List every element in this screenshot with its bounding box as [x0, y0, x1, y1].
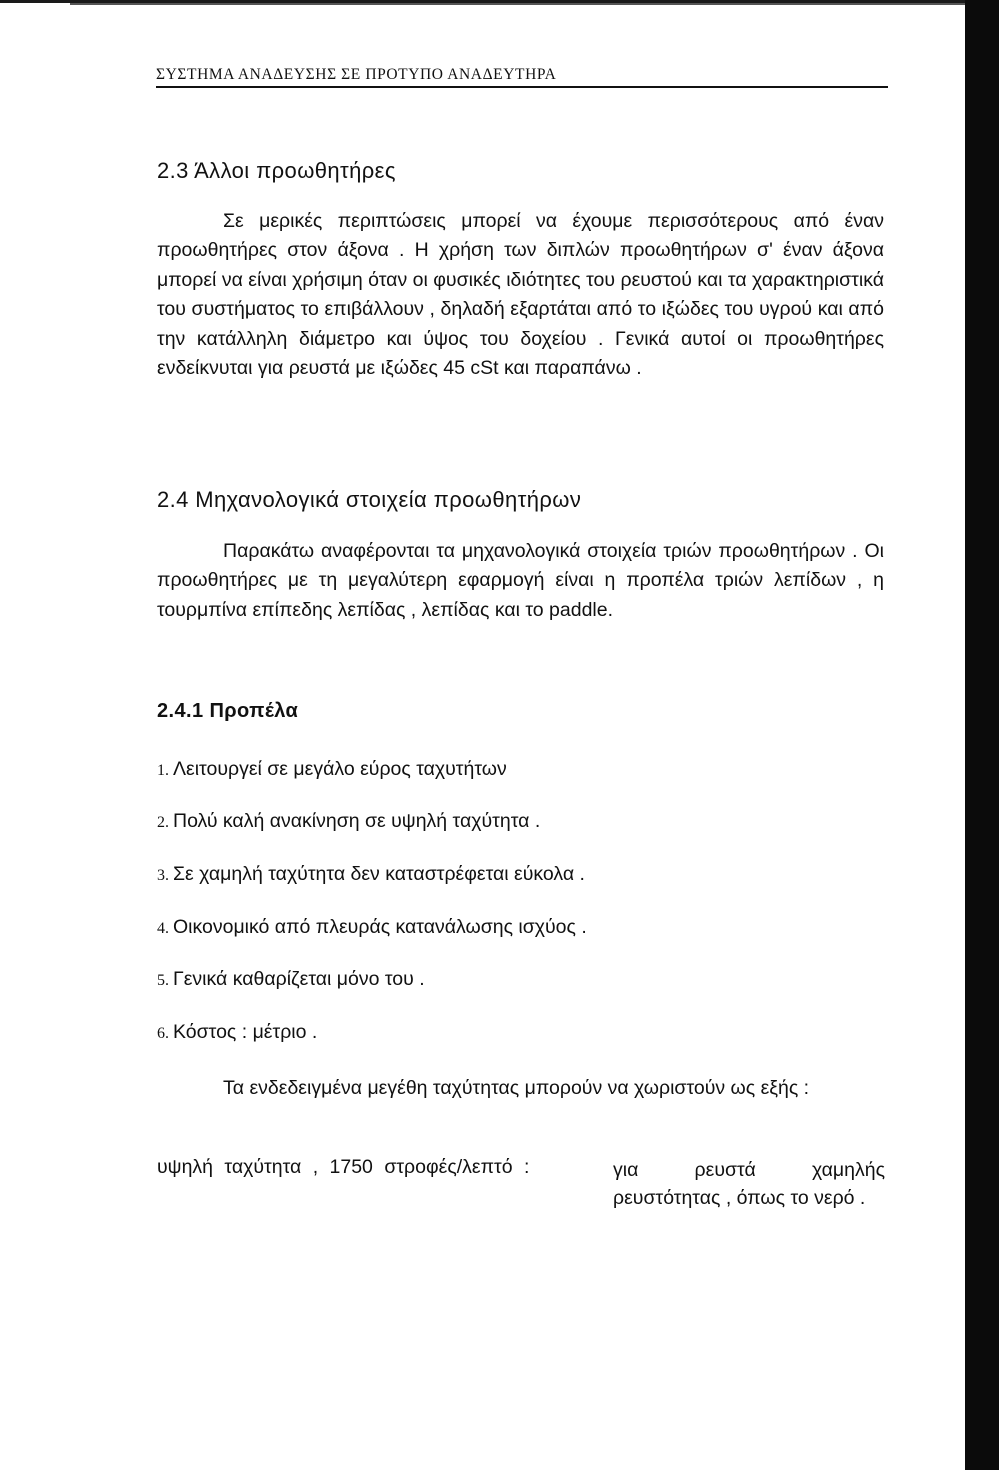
list-item-number: 1.	[157, 762, 169, 779]
section-2-3-text: Σε μερικές περιπτώσεις μπορεί να έχουμε περισσότερους από έναν προωθητήρες στον άξονα . Η χρήση των διπλών προωθητήρων σ' έναν άξονα μπορεί να είναι χρήσιμη όταν οι φυσικές ιδιότητες του ρευστού και τα χαρακτηριστικά του συστήματος το επιβάλλουν , δηλαδή εξαρτάται από το ιξώδες του υγρού και από την κατάλληλη διάμετρο και ύψος του δοχείου . Γενικά αυτοί οι προωθητήρες ενδείκνυται για ρευστά με ιξώδες 45 cSt και παραπάνω .	[157, 210, 884, 380]
list-item-text: Γενικά καθαρίζεται μόνο του .	[173, 968, 425, 990]
list-item-number: 6.	[157, 1025, 169, 1042]
list-item	[157, 863, 585, 886]
list-item	[157, 916, 587, 939]
list-item-text: Κόστος : μέτριο .	[173, 1021, 318, 1043]
list-item-number: 2.	[157, 814, 169, 831]
list-item	[157, 810, 540, 833]
section-2-4-paragraph	[157, 537, 884, 625]
list-item-text: Λειτουργεί σε μεγάλο εύρος ταχυτήτων	[173, 758, 507, 780]
list-item	[157, 758, 507, 781]
list-item-text: Οικονομικό από πλευράς κατανάλωσης ισχύος .	[173, 916, 587, 938]
list-item-number: 4.	[157, 920, 169, 937]
speeds-intro-paragraph	[157, 1074, 884, 1103]
list-item-text: Πολύ καλή ανακίνηση σε υψηλή ταχύτητα .	[173, 810, 541, 832]
high-speed-label: υψηλή ταχύτητα , 1750 στροφές/λεπτό :	[157, 1156, 530, 1178]
high-speed-description: για ρευστά χαμηλής ρευστότητας , όπως το νερό .	[613, 1159, 885, 1209]
list-item	[157, 1021, 317, 1044]
scan-right-edge	[965, 0, 999, 1470]
list-item-text: Σε χαμηλή ταχύτητα δεν καταστρέφεται εύκολα .	[173, 863, 585, 885]
section-2-4-heading: 2.4 Μηχανολογικά στοιχεία προωθητήρων	[157, 487, 582, 512]
list-item-number: 3.	[157, 867, 169, 884]
section-2-4-1-heading: 2.4.1 Προπέλα	[157, 700, 299, 722]
list-item-number: 5.	[157, 972, 169, 989]
section-2-4-text: Παρακάτω αναφέρονται τα μηχανολογικά στοιχεία τριών προωθητήρων . Οι προωθητήρες με τη μεγαλύτερη εφαρμογή είναι η προπέλα τριών λεπίδων , η τουρμπίνα επίπεδης λεπίδας , λεπίδας και το paddle.	[157, 540, 884, 621]
section-2-3-heading: 2.3 Άλλοι προωθητήρες	[157, 158, 396, 183]
list-item	[157, 968, 425, 991]
header-rule	[156, 86, 888, 88]
running-header: ΣΥΣΤΗΜΑ ΑΝΑΔΕΥΣΗΣ ΣΕ ΠΡΟΤΥΠΟ ΑΝΑΔΕΥΤΗΡΑ	[156, 66, 557, 83]
section-2-3-paragraph	[157, 207, 884, 383]
speeds-intro-text: Τα ενδεδειγμένα μεγέθη ταχύτητας μπορούν να χωριστούν ως εξής :	[223, 1077, 810, 1099]
